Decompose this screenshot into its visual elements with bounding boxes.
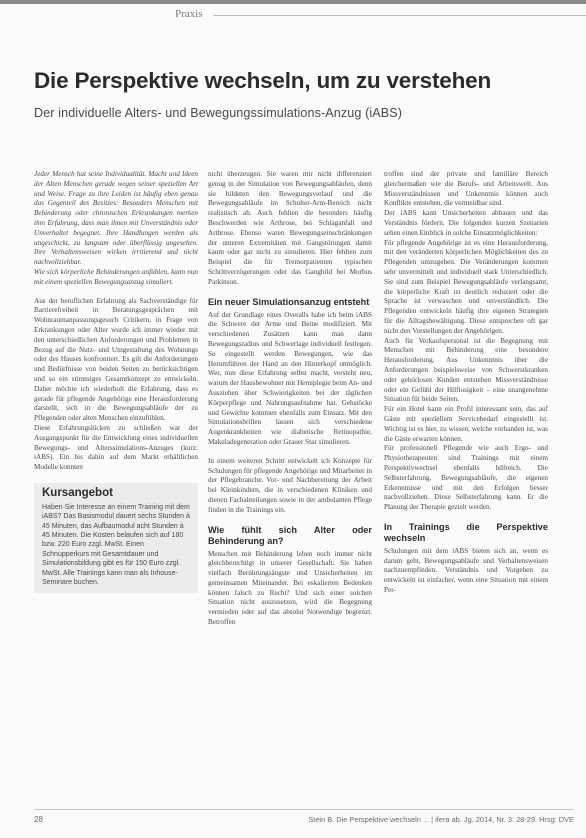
body-paragraph: Auf der Grundlage eines Overalls habe ich beim iABS die Schwere der Arme und Beine modifiziert. Mit verschiedenen Zusätzen kann man dann Bewegungsradius und Schwerlage individuell festlegen. So eingestellt werden Bewegungen, wie das Herumführen der Hand an den Hinterkopf unmöglich. Wer, nun diese Erfahrung selbst macht, versteht neu, warum der Hausbewohner mit Hemiplegie beim An- und Ausziehen über Schwierigkeiten bei der täglichen Körperpflege und Nahrungsaufnahme hat. Gehstöcke und Gewichte kommen ebenfalls zum Einsatz. Mit den Simulationsbrillen lassen sich verschiedene Augenkrankheiten wie diabetische Retinopathie, Makuladegeneration oder Grauer Star simulieren. [208,310,372,446]
body-paragraph: troffen sind der private und familiäre Bereich gleichermaßen wie die Berufs- und Arbeitswelt. Aus Missverständnissen und Unkenntnis können auch Konflikte entstehen, die vermeidbar sind. [384,170,548,208]
column-3 [384,170,548,596]
body-paragraph: Diese Erfahrungslücken zu schließen war der Ausgangspunkt für die Entwicklung eines individuellen Bewegungs- und Alterssimulations-Anzuges (kurz: iABS). Ein bis dahin auf dem Markt erhältlichen Modelle konnten [34,423,198,472]
course-offer-text: Haben Sie Interesse an einem Training mit dem iABS? Das Basismodul dauert sechs Stunden à 45 Minuten, das Aufbaumodul acht Stunden à 45 Minuten. Die Kosten belaufen sich auf 180 bzw. 220 Euro zzgl. MwSt. Einen Schnupperkurs mit Gesamtdauer und Simulationsbildung gibt es für 150 Euro zzgl. MwSt. Alle Trainings kann man als Inhouse-Seminare buchen. [42,503,190,586]
column-1 [34,170,198,593]
top-rule [0,0,586,4]
section-heading: Ein neuer Simulationsanzug entsteht [208,296,370,307]
body-paragraph: Auch für Verkaufspersonal ist die Begegnung mit Menschen mit Behinderung eine besondere Herausforderung. Aus Unkenntnis über die Anforderungen beispielsweise von Schwerstkranken oder gehörlosen Kunden entstehen Missverständnisse oder ein Gefühl der Hilflosigkeit – eine unangenehme Situation für beide Seiten. [384,336,548,404]
footer-rule [34,809,574,810]
article-subtitle: Der individuelle Alters- und Bewegungssimulations-Anzug (iABS) [34,106,403,120]
article-title: Die Perspektive wechseln, um zu verstehen [34,68,491,93]
course-offer-title: Kursangebot [42,486,113,499]
page-number: 28 [34,815,43,824]
body-paragraph: nicht überzeugen. Sie waren mir nicht differenziert genug in der Simulation von Bewegungsabläufen, denn sie bildeten den Bewegungsverlauf und die Bewegungsabläufe im Schulter-Arm-Bereich nicht realistisch ab. Auch fehlten die besonders häufig Beschwerden wie Arthrose, bei Schlaganfall und Arthrose. Ebenso waren Bewegungseinschränkungen der unteren Extremitäten mit Gangstörungen damit kaum oder gar nicht zu simulieren. Hier fehlten zum Beispiel die für Tremorpatienten typischen Schrittverzögerungen oder das Gangbild bei Morbus Parkinson. [208,170,372,286]
section-label: Praxis [175,8,203,20]
body-paragraph: Für pflegende Angehörige ist es eine Herausforderung, mit den veränderten körperlichen Möglichkeiten des zu Pflegenden umzugehen. Die Veränderungen kommen sehr unvermittelt und individuell stark Unterschiedlich. Sie sind zum Beispiel Bewegungsabläufe verlangsamt, die körperliche Kraft ist deutlich reduziert oder die Sprache ist verwaschen und unverständlich. Die Pflegenden entwickeln häufig ihre eigenen Strategien für die Alltagsbewältigung. Diese entsprechen oft gar nicht den Vorstellungen der Angehörigen. [384,238,548,335]
body-paragraph: Menschen mit Behinderung leben noch immer nicht gleichberechtigt in unserer Gesellschaft. Sie haben vielfach Berührungsängste und Unsicherheiten im gemeinsamen Miteinander. Bei eskalierten Bedenken können falsch zu Recht? Und sich einer solchen Situation nicht auszusetzen, wird die Begegnung vermieden oder auf das absolut Notwendige begrenzt. Betroffen [208,549,372,627]
column-2 [208,170,372,628]
citation: Stein B. Die Perspektive wechseln ... | ifera ab. Jg. 2014, Nr. 3: 28-29. Hrsg: DVE [308,815,574,824]
intro-paragraph-1: Jeder Mensch hat seine Individualität. Macht und Ideen der Alten Menschen gerade wegen seiner speziellen Art und Weise. Frage zu ihre Leiden ist häufig eben genau das Gegenteil des Besitzes: Besonders Menschen mit Behinderung oder chronischen Erkrankungen merken ihre Erfahrung, dass man ihnen mit Unverständnis oder Unverhaltet begegnet. Ihre Handlungen werden als ungeschickt, zu langsam oder überflüssig angesehen. Ihre Verhaltensweisen wirken irritierend und nicht nachvollziehbar. [34,170,198,267]
section-heading: Wie fühlt sich Alter oder Behinderung an? [208,524,372,546]
body-paragraph: Schulungen mit dem iABS bieten sich an, wenn es darum geht, Bewegungsabläufe und Verhaltensweisen nachzuempfinden. Verständnis und Vorgehen zu entwickeln ist einfacher, wenn eine Situation mit einem Per- [384,546,548,595]
body-paragraph: Der iABS kann Unsicherheiten abbauen und das Verständnis fördern. Die folgenden kurzen Szenarien sehen einen Einblick in solche Einsatzmöglichkeiten: [384,209,548,237]
course-offer-box [34,483,198,593]
body-paragraph: Aus der beruflichen Erfahrung als Sachverständige für Barrierefreiheit in Beratungsgesprächen mit Wohnraumanpassungsgesuch Critikern, in Frage von Erkrankungen oder Alter wurde ich immer wieder mit den unterschiedlichen Anforderungen und Problemen in Bezug auf die Nutz- und Umgestaltung des Wohnungs oder des Hauses konfrontiert. Es gilt die Anforderungen und Bedürfnisse von beiden Seiten zu berücksichtigen und so ein stimmiges Gesamtkonzept zu entwickeln. Daher möchte ich wiederholt die Erfahrung, dass es gerade für pflegende Angehörige eine Herausforderung darstellt, sich in die Bewegungsabläufe der zu Pflegenden oder alten Menschen einzufühlen. [34,296,198,423]
section-heading: In Trainings die Perspektive wechseln [384,521,548,543]
body-paragraph: Für ein Hotel kann ein Profil interessant sein, das auf Gäste mit speziellem Servicebedarf eingestellt ist. Wichtig ist es hier, zu wissen, welche vorhanden ist, was die Gäste erwarten können. [384,405,548,443]
body-paragraph: Für professionell Pflegende wie auch Ergo- und Physiotherapeuten sind Trainings mit einem Perspektivwechsel ebenfalls hilfreich. Die Selbsterfahrung, Bewegungsabläufe, die eigenen Erkenntnisse und mit den Erfolgen besser nachvollziehen. Diese Selbsterfahrung kann. Er die Planung der Therapie gezielt werden. [384,444,548,512]
intro-paragraph-2: Wie sich körperliche Behinderungen anfühlen, kann nun mit einem speziellen Bewegungsanzug simuliert. [34,267,198,286]
section-divider [213,15,586,16]
body-paragraph: In einem weiteren Schritt entwickelt ich Konzepte für Schulungen für pflegende Angehörige und Mitarbeiter in der Pflegebranche. Vor- und Nachbereitung der Arbeit bei Kleinkindern, die in verschiedenen Kliniken und dienen Fachabteilungen sowie in der ambulanten Pflege finden in die Trainings ein. [208,456,372,514]
